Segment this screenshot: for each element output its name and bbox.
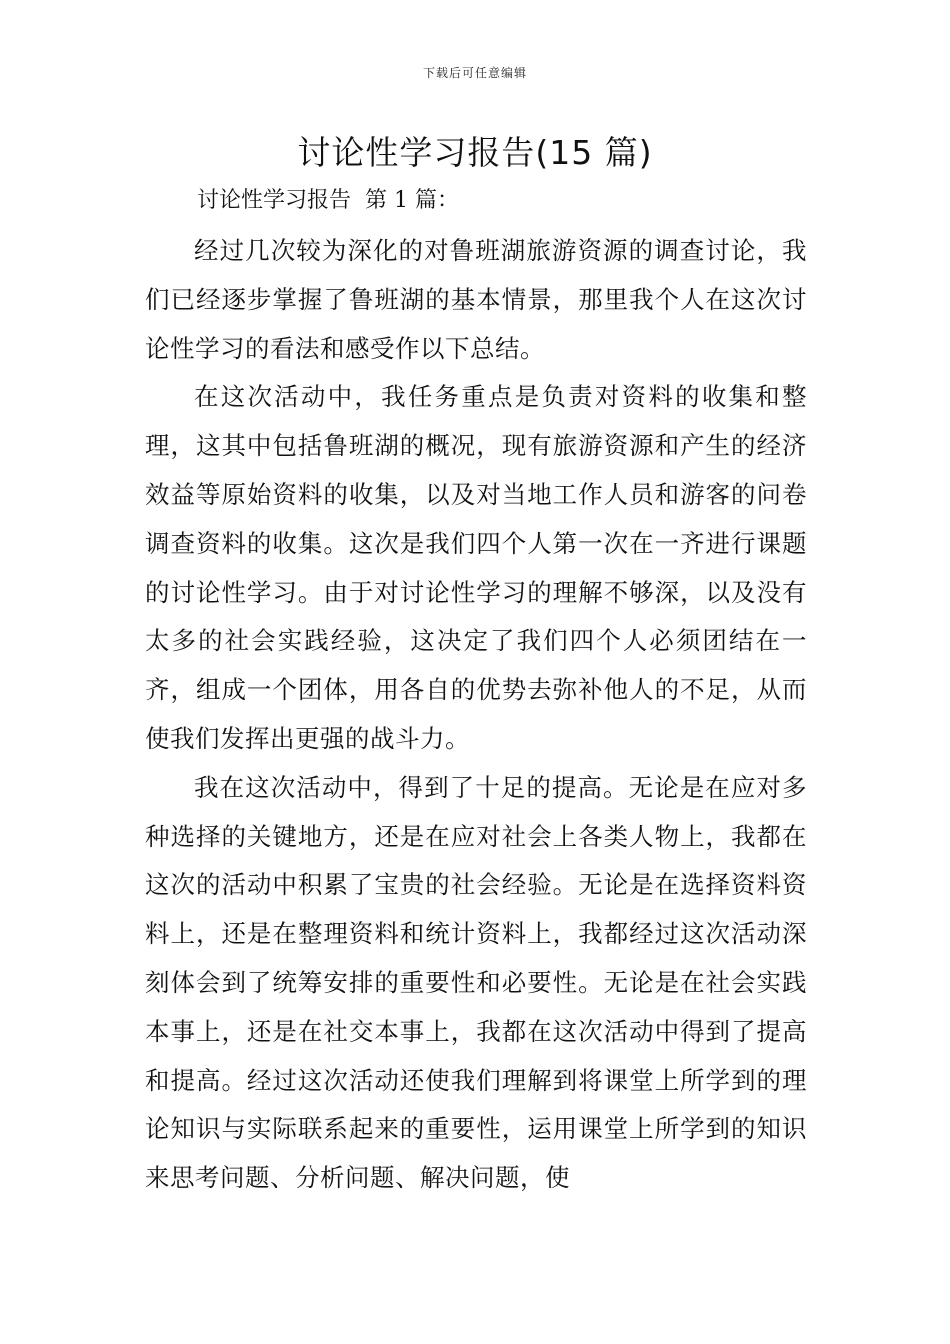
paragraph-3: 我在这次活动中，得到了十足的提高。无论是在应对多种选择的关键地方，还是在应对社会上各类人物上，我都在这次的活动中积累了宝贵的社会经验。无论是在选择资料资料上，还是在整理资料和统计资料上，我都经过这次活动深刻体会到了统筹安排的重要性和必要性。无论是在社会实践本事上，还是在社交本事上，我都在这次活动中得到了提高和提高。经过这次活动还使我们理解到将课堂上所学到的理论知识与实际联系起来的重要性，运用课堂上所学到的知识来思考问题、分析问题、解决问题，使 — [145, 772, 807, 1193]
section-heading: 讨论性学习报告 第 1 篇： — [197, 188, 459, 213]
document-body — [145, 227, 807, 1203]
paragraph-2: 在这次活动中，我任务重点是负责对资料的收集和整理，这其中包括鲁班湖的概况，现有旅游资源和产生的经济效益等原始资料的收集，以及对当地工作人员和游客的问卷调查资料的收集。这次是我们四个人第一次在一齐进行课题的讨论性学习。由于对讨论性学习的理解不够深，以及没有太多的社会实践经验，这决定了我们四个人必须团结在一齐，组成一个团体，用各自的优势去弥补他人的不足，从而使我们发挥出更强的战斗力。 — [145, 382, 807, 753]
header-note: 下载后可任意编辑 — [422, 66, 527, 80]
paragraph-1: 经过几次较为深化的对鲁班湖旅游资源的调查讨论，我们已经逐步掌握了鲁班湖的基本情景，那里我个人在这次讨论性学习的看法和感受作以下总结。 — [145, 236, 807, 363]
document-title: 讨论性学习报告(15 篇) — [297, 133, 653, 172]
